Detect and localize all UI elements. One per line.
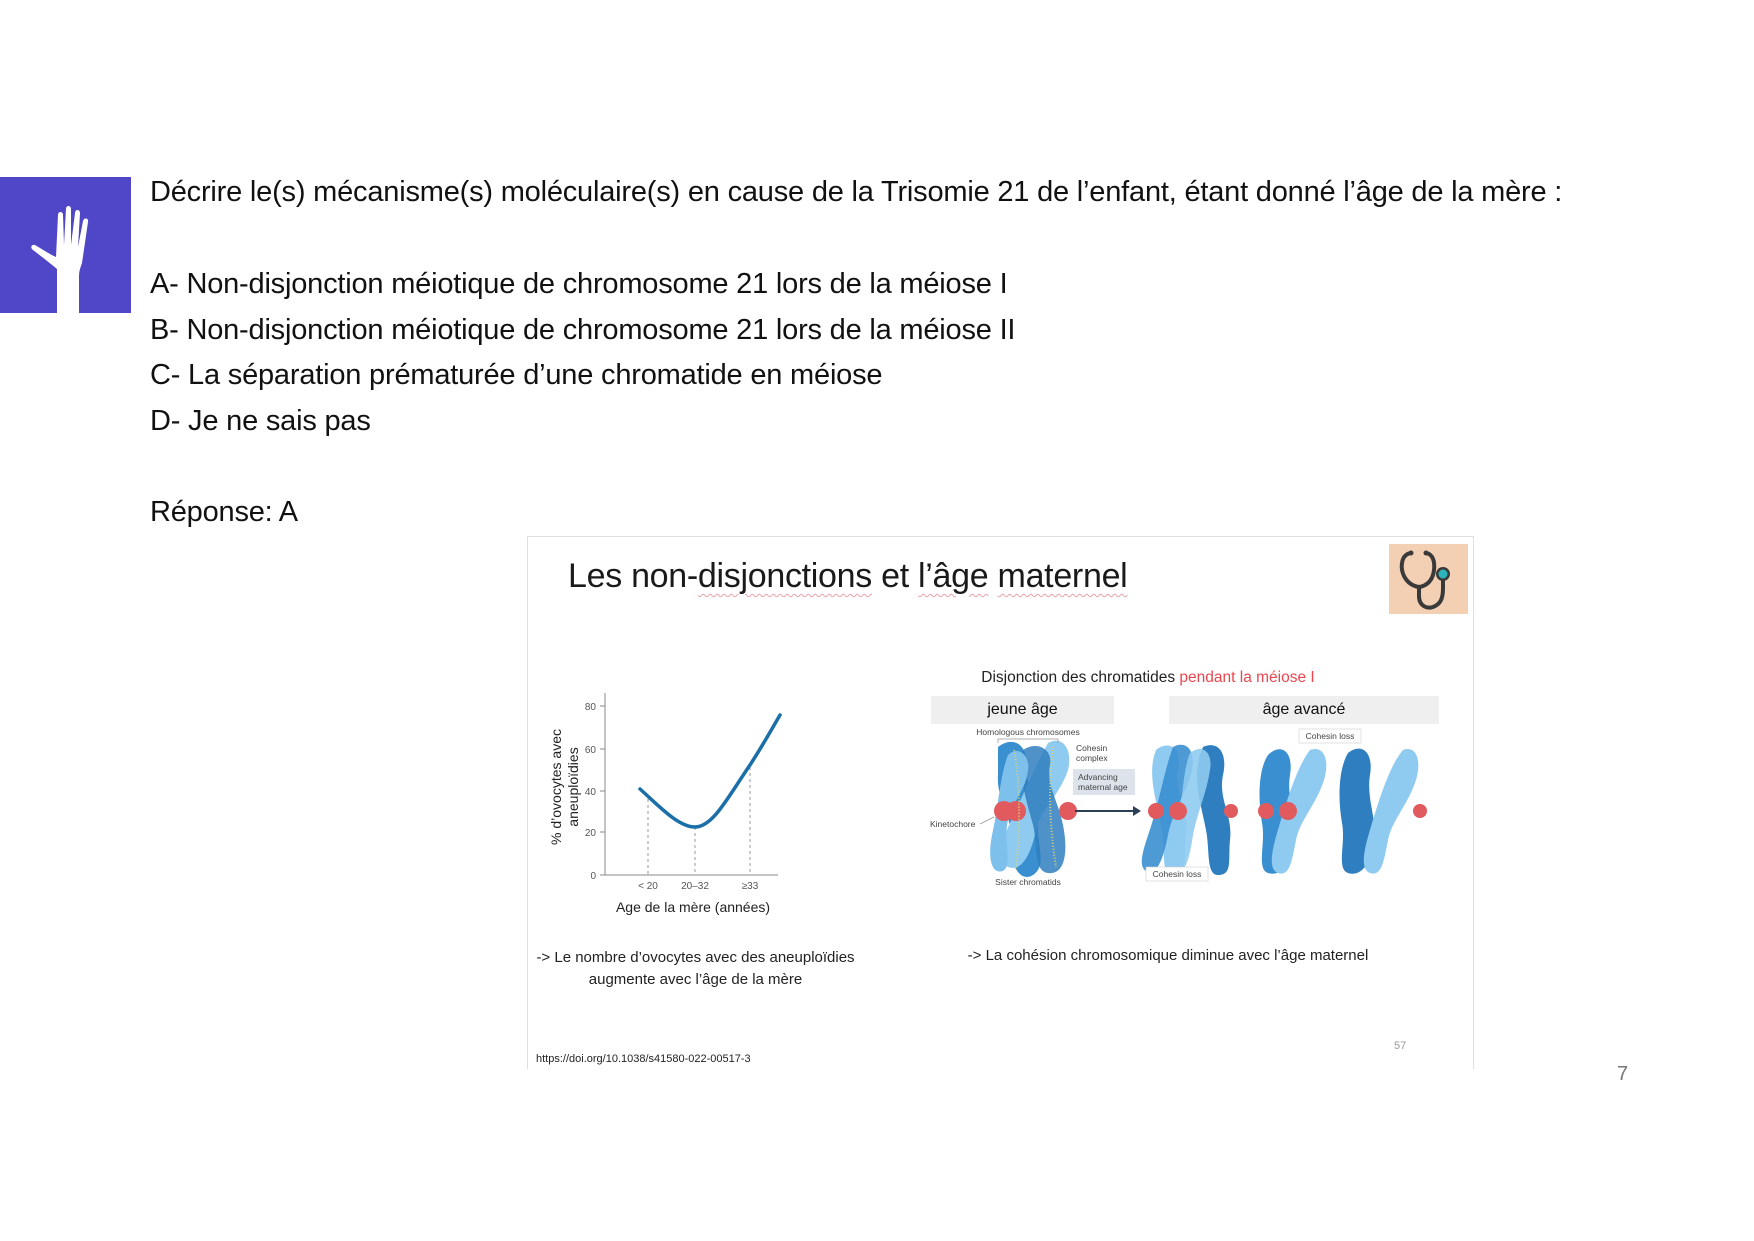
diagram-title [868,669,1428,687]
x-tick-20-32: 20–32 [681,881,709,892]
y-axis [585,693,605,882]
title-part: maternel [997,557,1128,595]
label-sister-chromatids: Sister chromatids [995,877,1061,885]
diagram-title-red: pendant la méiose I [1179,669,1315,686]
chromosome-cohesion-diagram [928,725,1448,885]
title-part: disjonctions [697,557,872,595]
young-chromosome-pair [990,741,1077,877]
diagram-caption: -> La cohésion chromosomique diminue avec l’âge maternel [967,947,1369,964]
x-axis-label: Age de la mère (années) [615,899,771,915]
label-cohesin-complex-1: Cohesin [1076,743,1108,753]
answer-text: Réponse: A [150,496,298,528]
stethoscope-icon-tile [1389,544,1468,614]
y-tick-0: 0 [590,871,596,882]
svg-text:% d’ovocytes avec: % d’ovocytes avec [548,729,564,845]
y-tick-80: 80 [584,702,596,713]
y-tick-20: 20 [584,828,596,839]
old-chromosome-pair-2 [1258,749,1427,874]
embedded-slide [527,536,1474,1069]
arrow-right-icon [1133,806,1141,816]
header-advanced-age: âge avancé [1169,696,1439,724]
diagram-title-black: Disjonction des chromatides [981,669,1180,686]
slide-title [568,557,1127,596]
label-cohesin-complex-2: complex [1076,753,1108,763]
title-part: Les non- [568,557,698,595]
raised-hand-icon [0,177,131,313]
title-part: et [871,557,919,595]
doi-link[interactable]: https://doi.org/10.1038/s41580-022-00517-3 [536,1053,751,1065]
svg-text:aneuploïdies: aneuploïdies [565,747,581,827]
raised-hand-icon-tile [0,177,131,313]
title-part: l’âge [918,557,989,595]
y-tick-60: 60 [584,745,596,756]
option-d[interactable]: D- Je ne sais pas [150,404,371,437]
chart-caption-line1: -> Le nombre d’ovocytes avec des aneuploïdies [536,949,855,966]
old-chromosome-pair-1 [1142,745,1238,875]
stethoscope-icon [1389,544,1468,614]
x-tick-under20: < 20 [638,881,658,892]
chart-caption-line2: augmente avec l’âge de la mère [588,971,803,988]
label-cohesin-loss-top: Cohesin loss [1305,731,1355,741]
label-advancing-1: Advancing [1078,772,1118,782]
x-guides [648,767,750,875]
chart-caption [528,947,863,991]
option-b[interactable]: B- Non-disjonction méiotique de chromosome 21 lors de la méiose II [150,313,1016,346]
slide-number: 57 [1394,1040,1407,1052]
x-tick-over33: ≥33 [741,881,759,892]
page-number: 7 [1617,1063,1629,1085]
option-c[interactable]: C- La séparation prématurée d’une chromatide en méiose [150,359,883,391]
answer-options [150,264,1015,446]
option-a[interactable]: A- Non-disjonction méiotique de chromosome 21 lors de la méiose I [150,268,1008,300]
label-cohesin-loss-bottom: Cohesin loss [1152,869,1202,879]
y-tick-40: 40 [584,787,596,798]
label-kinetochore: Kinetochore [930,819,976,829]
aneuploidy-curve [640,715,780,827]
label-advancing-2: maternal age [1078,782,1128,792]
title-part [988,557,997,595]
question-text: Décrire le(s) mécanisme(s) moléculaire(s) en cause de la Trisomie 21 de l’enfant, étant donné l’âge de la mère : [150,176,1563,208]
label-homologous: Homologous chromosomes [976,727,1080,737]
aneuploidy-line-chart [538,687,808,917]
header-young-age: jeune âge [931,696,1114,724]
y-axis-label [548,729,581,845]
